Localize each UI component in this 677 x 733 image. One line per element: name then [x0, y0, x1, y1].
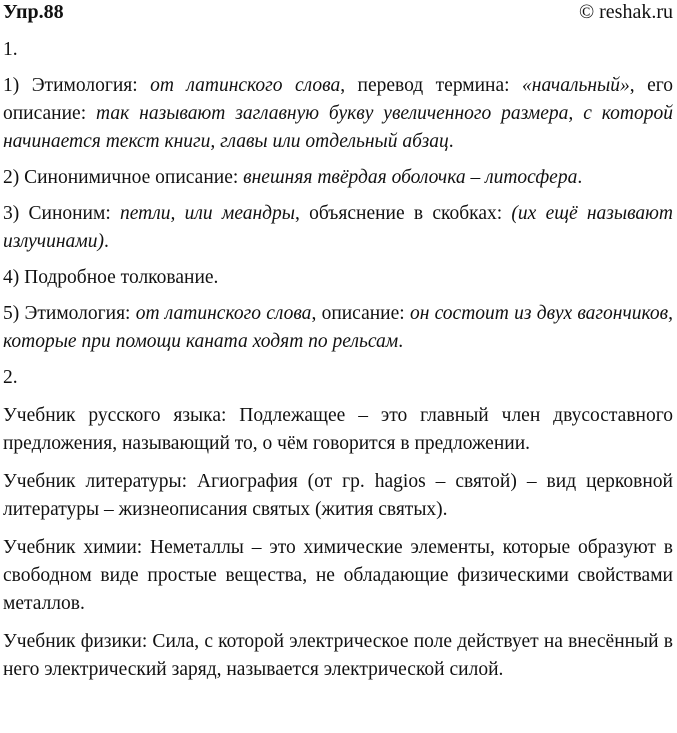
item5-text-1: 5) Этимология:	[3, 303, 136, 324]
item3-text-3: .	[103, 231, 109, 252]
item1-text-1: 1) Этимология:	[3, 75, 151, 96]
part1-item-4	[0, 264, 677, 292]
item2-text-2: .	[577, 167, 583, 188]
part1-item-1	[0, 72, 677, 156]
part1-number: 1.	[3, 39, 18, 60]
item5-italic-2: он состоит из двух вагончиков, которые при помощи каната ходят по рельсам	[3, 303, 673, 352]
item3-text-2: , объяснение в скобках:	[294, 203, 512, 224]
part1-item-3	[0, 200, 677, 256]
item1-italic-3: так называют заглавную букву увеличенного размера, с которой начинается текст книги, главы или отдельный абзац	[3, 103, 673, 152]
item2-text-1: 2) Синонимичное описание:	[3, 167, 244, 188]
item2-italic-1: внешняя твёрдая оболочка – литосфера	[243, 167, 578, 188]
header	[0, 0, 677, 28]
textbook-russian: Учебник русского языка: Подлежащее – это главный член двусоставного предложения, называющий то, о чём говорится в предложении.	[3, 405, 673, 454]
item1-text-3: , его описание:	[3, 75, 673, 124]
textbook-literature: Учебник литературы: Агиография (от гр. hagios – святой) – вид церковной литературы – жизнеописания святых (жития святых).	[3, 471, 673, 520]
item3-italic-1: петли, или меандры	[120, 203, 295, 224]
item3-text-1: 3) Синоним:	[3, 203, 121, 224]
item1-text-4: .	[448, 131, 454, 152]
part1-item-2	[0, 164, 677, 192]
item5-text-3: .	[398, 331, 404, 352]
site-credit: © reshak.ru	[578, 1, 673, 23]
part2-number: 2.	[3, 367, 18, 388]
item5-text-2: , описание:	[311, 303, 410, 324]
item1-text-2: , перевод термина:	[340, 75, 523, 96]
exercise-title: Упр.88	[3, 1, 64, 23]
item1-italic-2: «начальный»	[522, 75, 630, 96]
part1-item-5	[0, 300, 677, 356]
item3-italic-2: (их ещё называют излучинами)	[3, 203, 674, 252]
item4-text-1: 4) Подробное толкование.	[3, 267, 219, 288]
item5-italic-1: от латинского слова	[135, 303, 312, 324]
textbook-chemistry: Учебник химии: Неметаллы – это химические элементы, которые образуют в свободном виде простые вещества, не обладающие физическими свойствами металлов.	[3, 537, 673, 614]
textbook-physics: Учебник физики: Сила, с которой электрическое поле действует на внесённый в него электрический заряд, называется электрической силой.	[3, 631, 673, 680]
item1-italic-1: от латинского слова	[150, 75, 341, 96]
